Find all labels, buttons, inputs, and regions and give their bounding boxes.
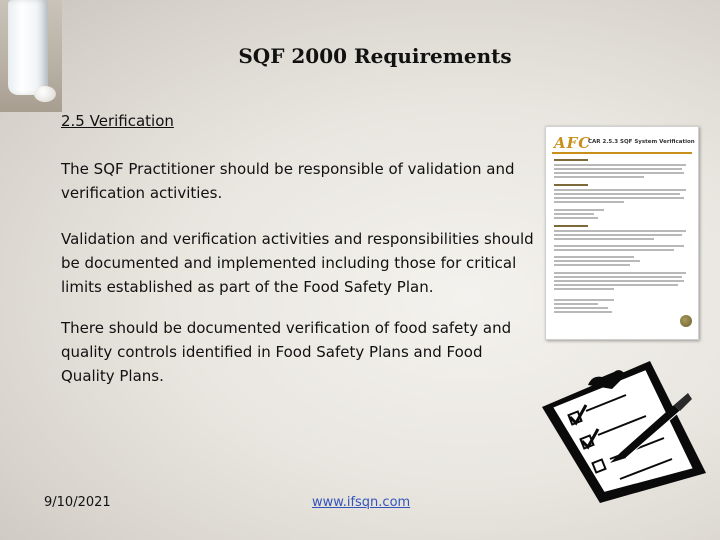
document-text-line: [554, 168, 682, 170]
document-text-line: [554, 311, 612, 313]
egg-image: [34, 86, 56, 102]
document-section-label: [554, 225, 588, 227]
document-text-line: [554, 264, 630, 266]
document-text-line: [554, 201, 624, 203]
document-text-line: [554, 299, 614, 301]
document-header-rule: [552, 152, 692, 154]
section-heading: 2.5 Verification: [61, 112, 174, 130]
document-text-line: [554, 230, 686, 232]
document-section-label: [554, 159, 588, 161]
document-section-label: [554, 184, 588, 186]
document-text-line: [554, 249, 674, 251]
document-text-line: [554, 164, 686, 166]
document-text-line: [554, 213, 594, 215]
document-text-line: [554, 176, 644, 178]
document-text-line: [554, 280, 684, 282]
document-title: CAR 2.5.3 SQF System Verification: [588, 139, 695, 145]
slide-title: SQF 2000 Requirements: [238, 44, 512, 68]
document-text-line: [554, 272, 686, 274]
document-text-line: [554, 288, 614, 290]
document-text-line: [554, 260, 640, 262]
document-text-line: [554, 276, 682, 278]
document-text-line: [554, 238, 654, 240]
document-text-line: [554, 234, 682, 236]
document-text-line: [554, 245, 684, 247]
document-text-line: [554, 172, 684, 174]
paragraph-3: There should be documented verification of food safety and quality controls identified in Food Safety Plans and Food Quality Plans.: [61, 319, 512, 385]
footer-date: 9/10/2021: [44, 495, 111, 510]
document-text-line: [554, 197, 684, 199]
document-thumbnail: [545, 126, 699, 340]
paragraph-2: Validation and verification activities and responsibilities should be documented and implemented including those for critical limits established as part of the Food Safety Plan.: [61, 230, 534, 296]
paragraph-1: The SQF Practitioner should be responsible of validation and verification activities.: [61, 160, 515, 202]
document-text-line: [554, 284, 678, 286]
clipboard-checklist-icon: [530, 355, 715, 505]
document-text-line: [554, 307, 608, 309]
document-logo: AFC: [554, 134, 592, 152]
document-seal-icon: [680, 315, 692, 327]
document-text-line: [554, 193, 680, 195]
document-text-line: [554, 303, 598, 305]
document-text-line: [554, 256, 634, 258]
document-text-line: [554, 217, 598, 219]
document-text-line: [554, 189, 686, 191]
footer-website-link[interactable]: www.ifsqn.com: [312, 495, 411, 510]
document-text-line: [554, 209, 604, 211]
